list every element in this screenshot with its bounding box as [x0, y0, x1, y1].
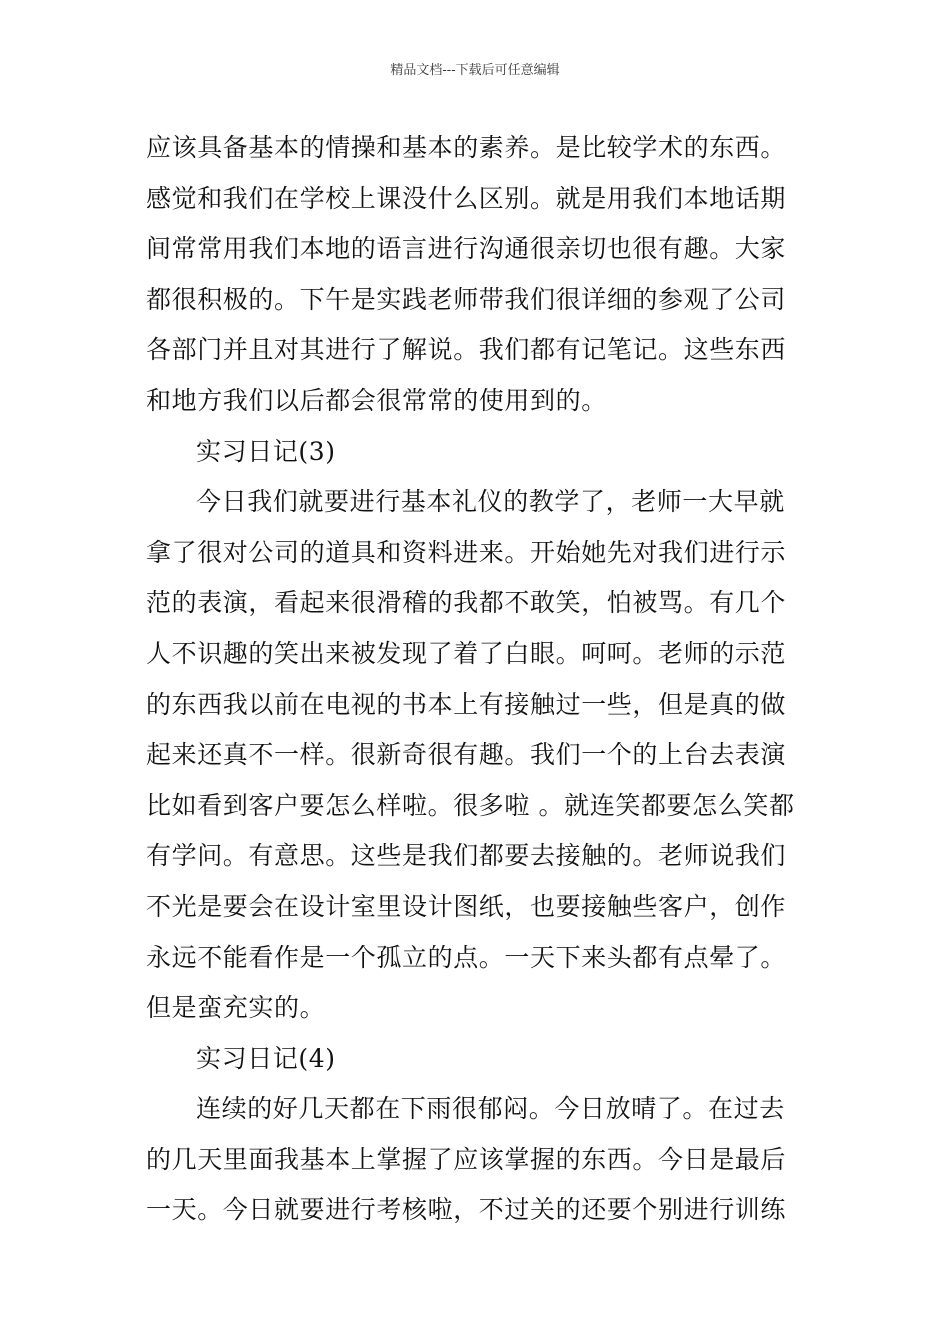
text-line: 范的表演，看起来很滑稽的我都不敢笑，怕被骂。有几个: [146, 588, 787, 618]
text-line: 起来还真不一样。很新奇很有趣。我们一个的上台去表演: [146, 740, 787, 770]
text-line: 都很积极的。下午是实践老师带我们很详细的参观了公司: [146, 284, 787, 314]
text-line: 今日我们就要进行基本礼仪的教学了，老师一大早就: [196, 487, 785, 517]
text-line: 和地方我们以后都会很常常的使用到的。: [146, 385, 607, 415]
document-body: [146, 126, 808, 1239]
text-line: 的东西我以前在电视的书本上有接触过一些，但是真的做: [146, 689, 787, 719]
text-line: 间常常用我们本地的语言进行沟通很亲切也很有趣。大家: [146, 234, 787, 264]
text-line: 一天。今日就要进行考核啦，不过关的还要个别进行训练: [146, 1195, 787, 1225]
text-line: 有学问。有意思。这些是我们都要去接触的。老师说我们: [146, 841, 787, 871]
text-line: 拿了很对公司的道具和资料进来。开始她先对我们进行示: [146, 537, 787, 567]
page-header: 精品文档---下载后可任意编辑: [390, 63, 560, 78]
text-line: 不光是要会在设计室里设计图纸，也要接触些客户，创作: [146, 891, 787, 921]
text-line: 各部门并且对其进行了解说。我们都有记笔记。这些东西: [146, 335, 787, 365]
text-line: 但是蛮充实的。: [146, 993, 326, 1023]
text-line: 连续的好几天都在下雨很郁闷。今日放晴了。在过去: [196, 1094, 785, 1124]
text-line: 比如看到客户要怎么样啦。很多啦 。就连笑都要怎么笑都: [146, 790, 795, 820]
section-heading: 实习日记(4): [196, 1043, 336, 1073]
text-line: 感觉和我们在学校上课没什么区别。就是用我们本地话期: [146, 183, 787, 213]
text-line: 永远不能看作是一个孤立的点。一天下来头都有点晕了。: [146, 942, 787, 972]
text-line: 应该具备基本的情操和基本的素养。是比较学术的东西。: [146, 133, 787, 162]
section-heading: 实习日记(3): [196, 436, 336, 466]
text-line: 的几天里面我基本上掌握了应该掌握的东西。今日是最后: [146, 1144, 787, 1174]
text-line: 人不识趣的笑出来被发现了着了白眼。呵呵。老师的示范: [146, 638, 787, 668]
